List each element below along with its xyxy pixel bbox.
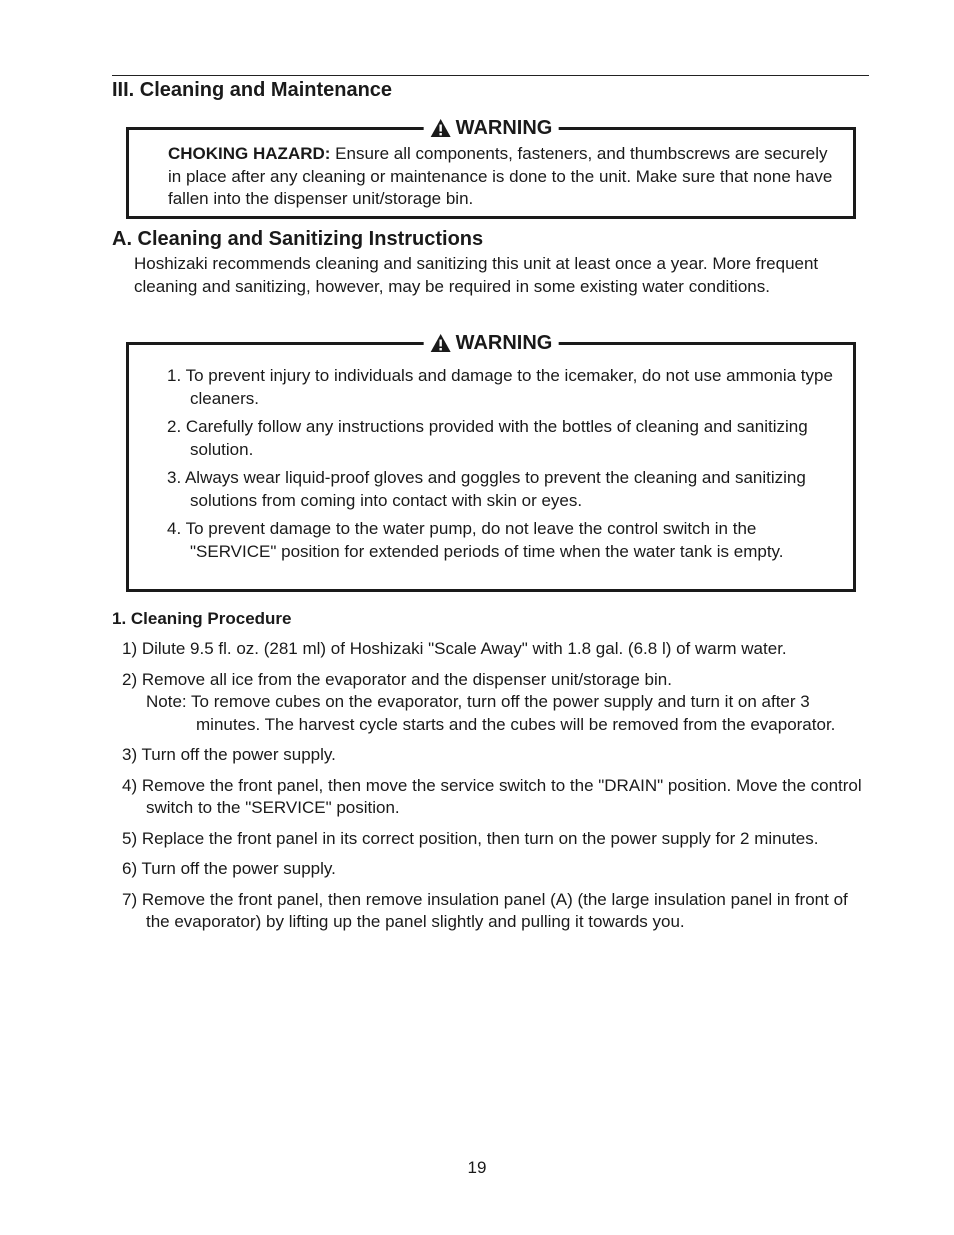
procedure-steps <box>122 638 862 942</box>
warning-item: 1. To prevent injury to individuals and damage to the icemaker, do not use ammonia type cleaners. <box>167 366 833 408</box>
procedure-step: 5) Replace the front panel in its correct position, then turn on the power supply for 2 minutes. <box>122 828 819 848</box>
warning-list <box>167 365 837 569</box>
section-title: III. Cleaning and Maintenance <box>112 79 393 101</box>
intro-paragraph: Hoshizaki recommends cleaning and sanitizing this unit at least once a year. More frequent cleaning and sanitizing, however, may be required in some existing water conditions. <box>134 254 819 296</box>
page-number: 19 <box>467 1158 487 1177</box>
warning-item: 2. Carefully follow any instructions provided with the bottles of cleaning and sanitizing solution. <box>167 417 808 459</box>
warning-item: 4. To prevent damage to the water pump, do not leave the control switch in the "SERVICE" position for extended periods of time when the water tank is empty. <box>167 519 784 561</box>
procedure-step <box>122 669 862 737</box>
step-note: Note: To remove cubes on the evaporator, turn off the power supply and turn it on after 3 minutes. The harvest cycle starts and the cubes will be removed from the evaporator. <box>146 692 836 734</box>
procedure-step: 6) Turn off the power supply. <box>122 859 336 878</box>
warning-triangle-icon <box>430 333 452 353</box>
procedure-title: 1. Cleaning Procedure <box>112 609 292 628</box>
warning-title-label: WARNING <box>455 332 553 354</box>
top-rule <box>112 75 869 76</box>
warning-item: 3. Always wear liquid-proof gloves and goggles to prevent the cleaning and sanitizing solutions from coming into contact with skin or eyes. <box>167 468 806 510</box>
procedure-step: 1) Dilute 9.5 fl. oz. (281 ml) of Hoshizaki "Scale Away" with 1.8 gal. (6.8 l) of warm water. <box>122 639 787 658</box>
procedure-step-text: 2) Remove all ice from the evaporator and the dispenser unit/storage bin. <box>122 669 672 689</box>
cleaning-warning-box <box>126 332 856 592</box>
subsection-title: A. Cleaning and Sanitizing Instructions <box>112 228 484 250</box>
warning-title <box>424 114 559 142</box>
warning-triangle-icon <box>430 118 452 138</box>
choking-hazard-lead: CHOKING HAZARD: <box>168 144 331 163</box>
choking-warning-box <box>126 117 856 219</box>
choking-warning-text <box>168 143 838 211</box>
warning-title <box>424 329 559 357</box>
warning-title-label: WARNING <box>455 117 553 139</box>
procedure-step: 3) Turn off the power supply. <box>122 745 336 764</box>
choking-hazard-body: Ensure all components, fasteners, and thumbscrews are securely in place after any cleaning or maintenance is done to the unit. Make sure that none have fallen into the dispenser unit/storage bin. <box>168 144 833 208</box>
procedure-step: 4) Remove the front panel, then move the service switch to the "DRAIN" position. Move the control switch to the "SERVICE" position. <box>122 775 862 817</box>
procedure-step: 7) Remove the front panel, then remove insulation panel (A) (the large insulation panel in front of the evaporator) by lifting up the panel slightly and pulling it towards you. <box>122 889 848 931</box>
